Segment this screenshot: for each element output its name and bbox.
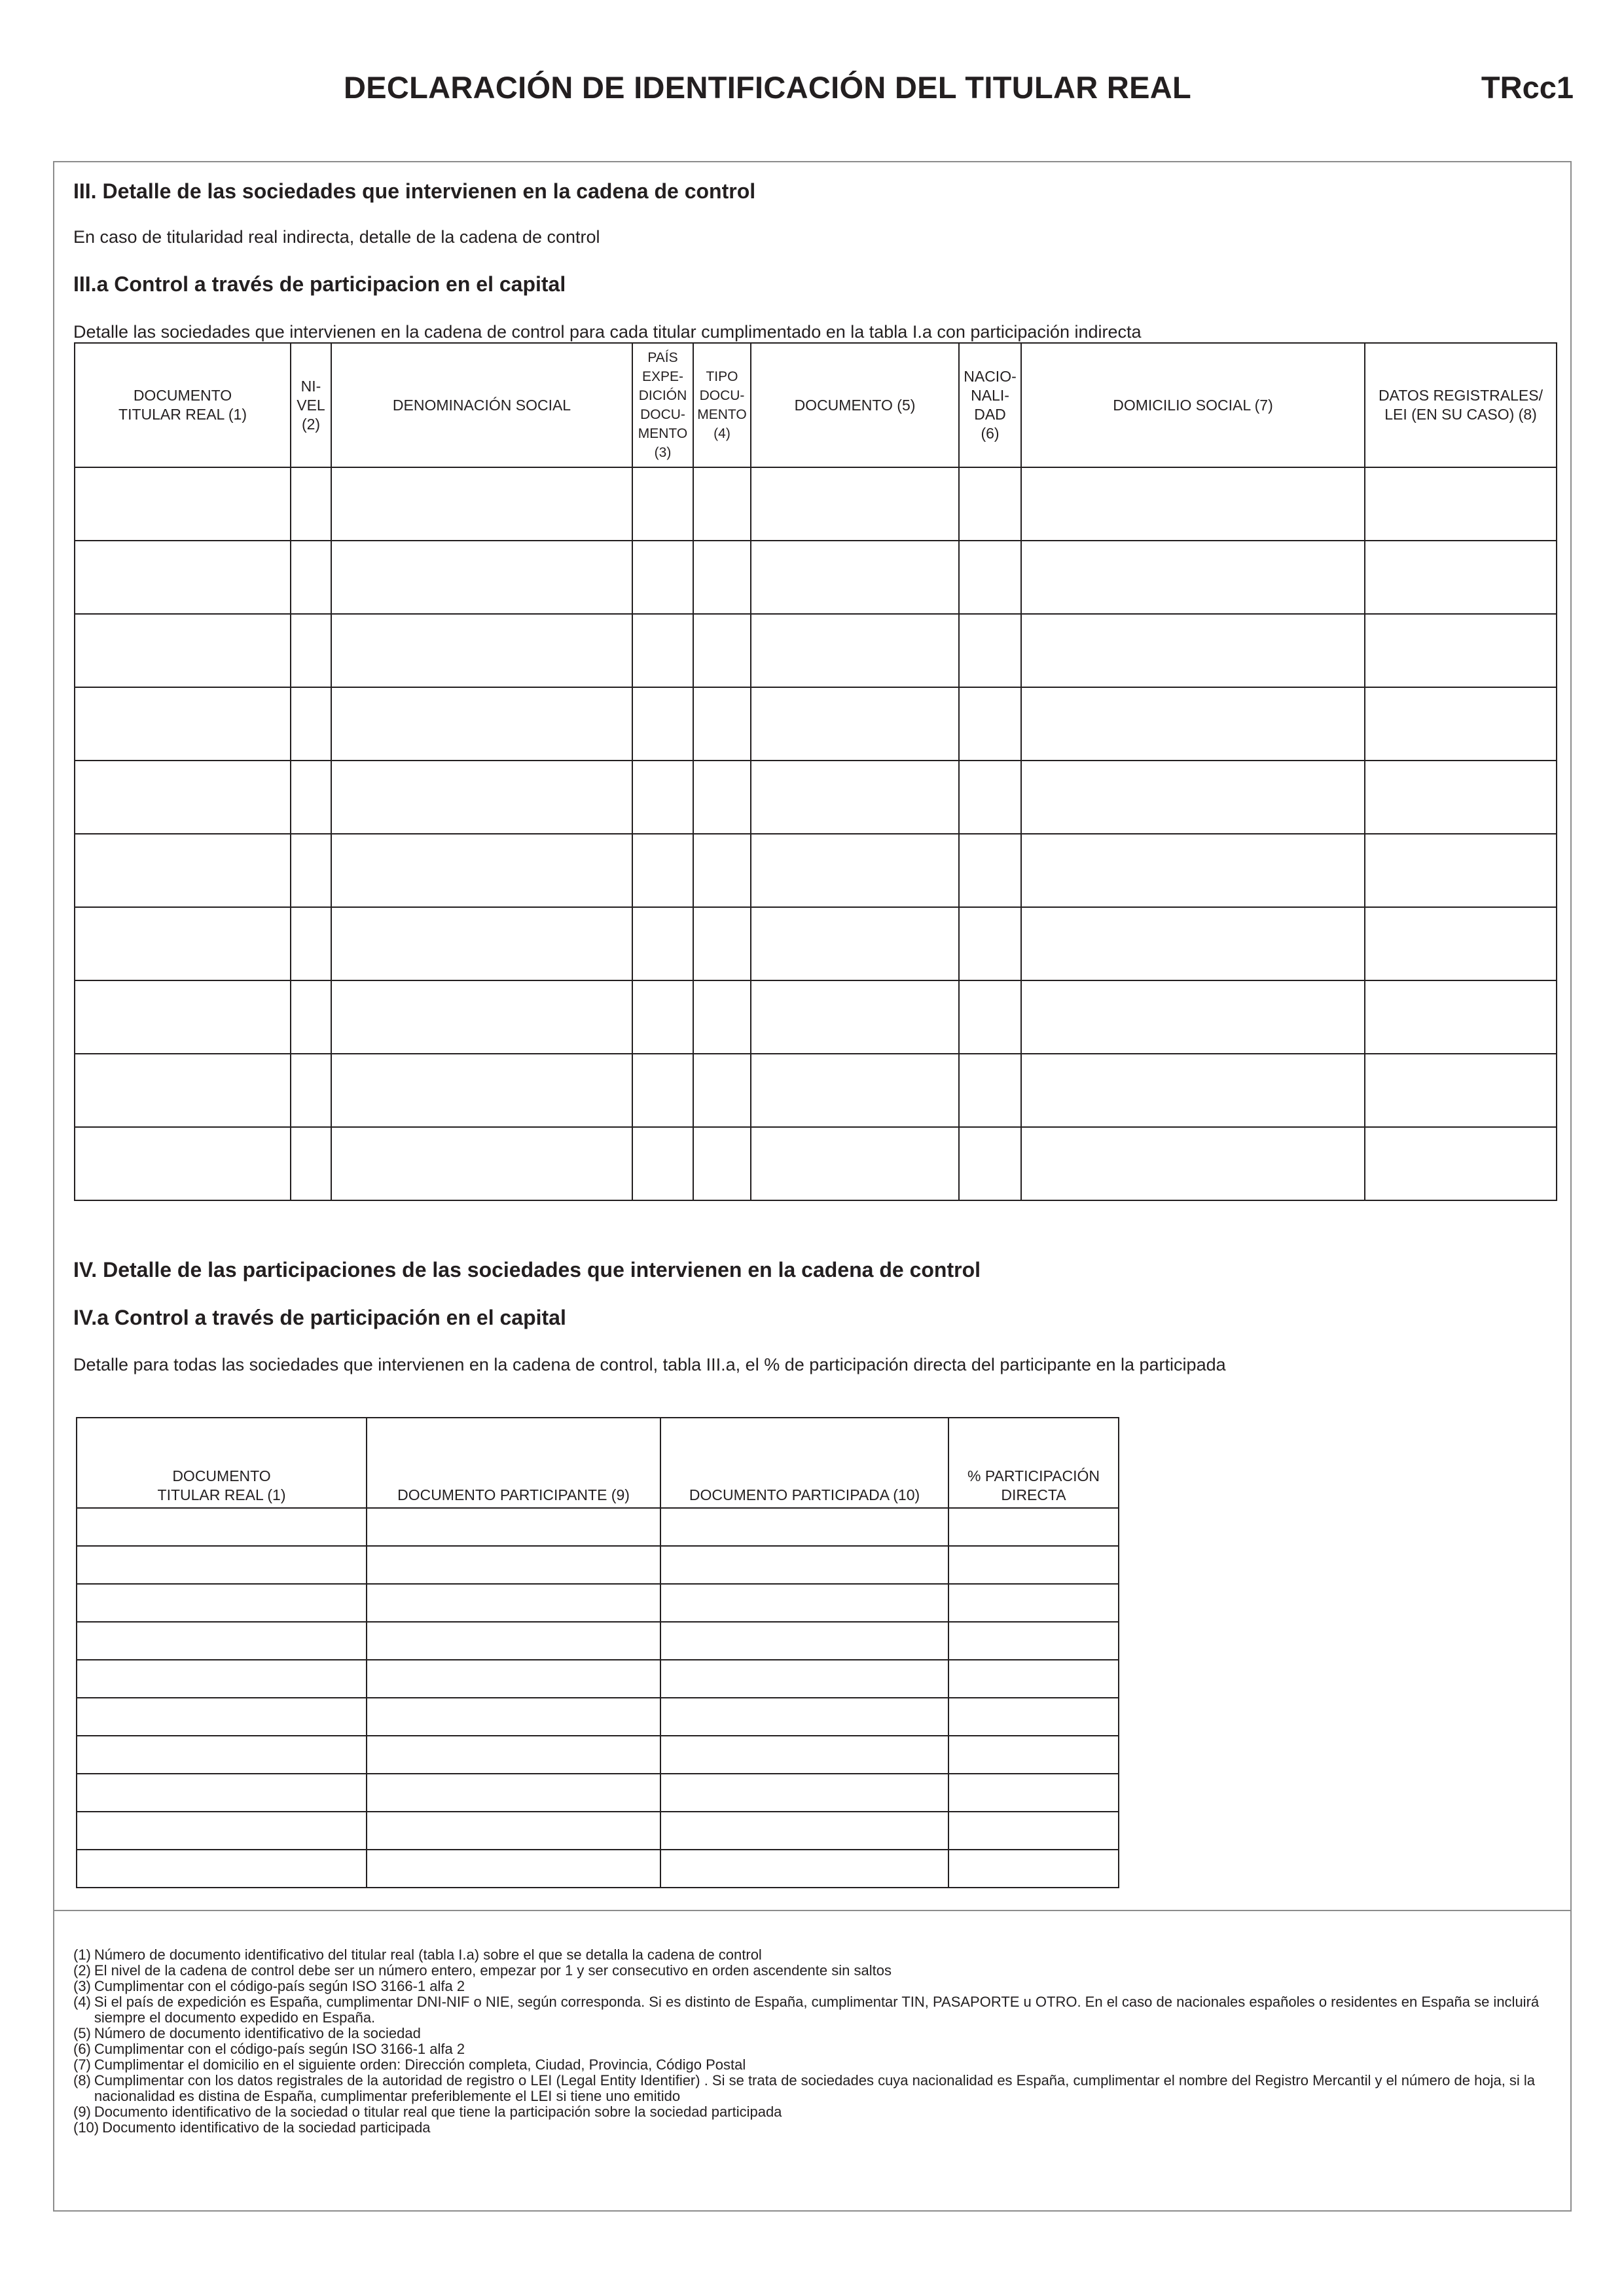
table-4a-cell[interactable]: [367, 1774, 660, 1812]
table-3a-cell[interactable]: [1021, 907, 1365, 980]
footnote-number: (4): [73, 1994, 91, 2010]
table-3a-cell[interactable]: [632, 1054, 693, 1127]
table-3a-row: [75, 907, 1557, 980]
table-3a-cell[interactable]: [693, 1127, 751, 1200]
table-3a-cell[interactable]: [632, 467, 693, 541]
table-3a-cell[interactable]: [632, 980, 693, 1054]
footnote-text: Cumplimentar con el código-país según ISO 3166-1 alfa 2: [94, 2041, 465, 2057]
table-3a-cell[interactable]: [1365, 834, 1557, 907]
footnote-text: Cumplimentar con el código-país según ISO 3166-1 alfa 2: [94, 1978, 465, 1994]
table-3a-cell[interactable]: [75, 980, 291, 1054]
table-3a-cell[interactable]: [291, 1054, 331, 1127]
table-3a-cell[interactable]: [1021, 1054, 1365, 1127]
table-3a-cell[interactable]: [959, 614, 1021, 687]
form-code: TRcc1: [1481, 70, 1574, 105]
table-4a-cell[interactable]: [948, 1812, 1119, 1850]
footnote-number: (7): [73, 2056, 91, 2073]
table-3a-cell[interactable]: [331, 541, 632, 614]
column-header-nacionalidad: NACIO- NALI- DAD (6): [959, 343, 1021, 467]
footnote-item: [73, 2104, 1559, 2120]
table-3a-cell[interactable]: [1365, 467, 1557, 541]
footnote-number: (3): [73, 1978, 91, 1994]
table-3a-row: [75, 467, 1557, 541]
table-3a-header-row: [75, 343, 1557, 467]
table-3a-cell[interactable]: [75, 761, 291, 834]
table-3a-cell[interactable]: [751, 687, 959, 761]
table-4a-row: [77, 1850, 1119, 1888]
table-3a-cell[interactable]: [632, 834, 693, 907]
section-3-heading: III. Detalle de las sociedades que intervienen en la cadena de control: [73, 179, 756, 203]
footnote-item: [73, 1994, 1559, 2026]
footnote-item: [73, 2026, 1559, 2041]
table-3a-cell[interactable]: [1365, 1127, 1557, 1200]
table-4a-row: [77, 1774, 1119, 1812]
table-4a-cell[interactable]: [77, 1546, 367, 1584]
table-4a-cell[interactable]: [367, 1812, 660, 1850]
table-4a-cell[interactable]: [948, 1850, 1119, 1888]
table-4a-cell[interactable]: [660, 1698, 948, 1736]
column-header-documento: DOCUMENTO (5): [751, 343, 959, 467]
table-3a-cell[interactable]: [1365, 1054, 1557, 1127]
table-3a-cell[interactable]: [75, 687, 291, 761]
footnote-text: Número de documento identificativo del titular real (tabla I.a) sobre el que se detalla la cadena de control: [94, 1946, 762, 1963]
table-4a-cell[interactable]: [948, 1774, 1119, 1812]
table-3a-cell[interactable]: [331, 761, 632, 834]
column-header-nivel: NI- VEL (2): [291, 343, 331, 467]
footnotes: [73, 1947, 1559, 2136]
table-4a-cell[interactable]: [948, 1546, 1119, 1584]
table-3a-cell[interactable]: [693, 687, 751, 761]
table-3a-cell[interactable]: [291, 1127, 331, 1200]
table-4a-row: [77, 1698, 1119, 1736]
footnote-text: Documento identificativo de la sociedad participada: [102, 2119, 431, 2136]
table-3a-cell[interactable]: [1365, 687, 1557, 761]
table-3a-cell[interactable]: [1021, 687, 1365, 761]
table-3a-row: [75, 687, 1557, 761]
table-4a-cell[interactable]: [367, 1584, 660, 1622]
table-3a-cell[interactable]: [331, 980, 632, 1054]
footnote-text: Si el país de expedición es España, cumplimentar DNI-NIF o NIE, según corresponda. Si es distinto de España, cumplimentar TIN, PASAPORTE u OTRO. En el caso de nacionales españoles o residentes en España se incluirá siempre el documento expedido en España.: [94, 1994, 1540, 2026]
table-4a-cell[interactable]: [367, 1622, 660, 1660]
table-3a-cell[interactable]: [959, 687, 1021, 761]
table-3a-cell[interactable]: [751, 467, 959, 541]
footnote-text: El nivel de la cadena de control debe ser un número entero, empezar por 1 y ser consecutivo en orden ascendente sin saltos: [94, 1962, 892, 1979]
table-4a-cell[interactable]: [948, 1622, 1119, 1660]
section-3a-heading: III.a Control a través de participacion en el capital: [73, 272, 566, 296]
table-3a-cell[interactable]: [75, 1054, 291, 1127]
footnote-number: (8): [73, 2072, 91, 2089]
table-3a-cell[interactable]: [1365, 761, 1557, 834]
column-header-tipo-documento: TIPO DOCU- MENTO (4): [693, 343, 751, 467]
table-4a-cell[interactable]: [77, 1660, 367, 1698]
table-4a-cell[interactable]: [367, 1736, 660, 1774]
table-3a-cell[interactable]: [693, 980, 751, 1054]
table-3a-row: [75, 761, 1557, 834]
column-header-pais-expedicion: PAÍS EXPE- DICIÓN DOCU- MENTO (3): [632, 343, 693, 467]
table-4a-cell[interactable]: [660, 1774, 948, 1812]
table-4a-row: [77, 1736, 1119, 1774]
table-3a-cell[interactable]: [291, 980, 331, 1054]
table-4a-cell[interactable]: [660, 1546, 948, 1584]
section-3-intro: En caso de titularidad real indirecta, detalle de la cadena de control: [73, 227, 600, 247]
table-3a-cell[interactable]: [1365, 614, 1557, 687]
table-3a-cell[interactable]: [632, 614, 693, 687]
table-3a-cell[interactable]: [291, 614, 331, 687]
table-4a-cell[interactable]: [77, 1622, 367, 1660]
table-3a-cell[interactable]: [751, 1127, 959, 1200]
footnote-item: [73, 1979, 1559, 1994]
column-header-datos-registrales: DATOS REGISTRALES/ LEI (EN SU CASO) (8): [1365, 343, 1557, 467]
table-3a-cell[interactable]: [751, 1054, 959, 1127]
table-4a-cell[interactable]: [367, 1660, 660, 1698]
table-3a-cell[interactable]: [632, 907, 693, 980]
table-3a-cell[interactable]: [959, 834, 1021, 907]
table-3a-cell[interactable]: [75, 541, 291, 614]
table-3a-cell[interactable]: [291, 687, 331, 761]
section-4a-intro: Detalle para todas las sociedades que intervienen en la cadena de control, tabla III.a, el % de participación directa del participante en la participada: [73, 1355, 1226, 1374]
footnote-item: [73, 2120, 1559, 2136]
table-3a-cell[interactable]: [693, 1054, 751, 1127]
table-3a-row: [75, 1054, 1557, 1127]
table-3a-caption: Detalle las sociedades que intervienen en la cadena de control para cada titular cumplimentado en la tabla I.a con participación indirecta: [73, 322, 1142, 342]
table-3a-cell[interactable]: [291, 467, 331, 541]
table-3a-cell[interactable]: [632, 541, 693, 614]
table-4a-cell[interactable]: [367, 1508, 660, 1546]
footnote-number: (9): [73, 2104, 91, 2120]
table-4a-row: [77, 1508, 1119, 1546]
table-4a-cell[interactable]: [948, 1736, 1119, 1774]
table-3a-cell[interactable]: [75, 614, 291, 687]
table-3a-cell[interactable]: [331, 907, 632, 980]
section-4-heading: IV. Detalle de las participaciones de las sociedades que intervienen en la cadena de control: [73, 1258, 981, 1282]
table-4a-cell[interactable]: [77, 1812, 367, 1850]
table-3a-cell[interactable]: [331, 687, 632, 761]
table-3a-cell[interactable]: [959, 1127, 1021, 1200]
table-3a-cell[interactable]: [959, 907, 1021, 980]
table-3a-row: [75, 1127, 1557, 1200]
table-4a-cell[interactable]: [77, 1774, 367, 1812]
table-3a-row: [75, 980, 1557, 1054]
table-4a-cell[interactable]: [660, 1584, 948, 1622]
table-4a-cell[interactable]: [660, 1812, 948, 1850]
table-3a-cell[interactable]: [1365, 907, 1557, 980]
table-3a-cell[interactable]: [751, 834, 959, 907]
table-3a-cell[interactable]: [751, 614, 959, 687]
table-3a-cell[interactable]: [1021, 761, 1365, 834]
column-header-documento-participante: DOCUMENTO PARTICIPANTE (9): [367, 1418, 660, 1508]
footnote-item: [73, 2073, 1559, 2104]
table-4a-cell[interactable]: [77, 1736, 367, 1774]
table-3a-cell[interactable]: [1021, 980, 1365, 1054]
table-3a-cell[interactable]: [75, 834, 291, 907]
section-4a-heading: IV.a Control a través de participación en el capital: [73, 1306, 566, 1329]
table-3a-cell[interactable]: [291, 907, 331, 980]
table-3a-cell[interactable]: [751, 907, 959, 980]
table-3a-row: [75, 541, 1557, 614]
column-header-documento-participada: DOCUMENTO PARTICIPADA (10): [660, 1418, 948, 1508]
table-4a-row: [77, 1584, 1119, 1622]
table-3a-cell[interactable]: [959, 761, 1021, 834]
table-3a-cell[interactable]: [693, 467, 751, 541]
table-4a-cell[interactable]: [367, 1698, 660, 1736]
table-3a-cell[interactable]: [291, 541, 331, 614]
table-3a-cell[interactable]: [1021, 541, 1365, 614]
table-3a-cell[interactable]: [1021, 467, 1365, 541]
table-4a-header-row: [77, 1418, 1119, 1508]
footnote-number: (1): [73, 1946, 91, 1963]
table-4a-cell[interactable]: [77, 1584, 367, 1622]
table-3a-cell[interactable]: [331, 1054, 632, 1127]
table-3a-cell[interactable]: [632, 1127, 693, 1200]
table-3a-cell[interactable]: [693, 614, 751, 687]
column-header-documento-titular: DOCUMENTO TITULAR REAL (1): [77, 1418, 367, 1508]
footnote-item: [73, 2057, 1559, 2073]
column-header-documento-titular: DOCUMENTO TITULAR REAL (1): [75, 343, 291, 467]
footnote-text: Documento identificativo de la sociedad o titular real que tiene la participación sobre la sociedad participada: [94, 2104, 782, 2120]
footnote-text: Número de documento identificativo de la sociedad: [94, 2025, 421, 2041]
document-title: DECLARACIÓN DE IDENTIFICACIÓN DEL TITULAR REAL: [344, 70, 1191, 105]
footnote-text: Cumplimentar el domicilio en el siguiente orden: Dirección completa, Ciudad, Provincia, Código Postal: [94, 2056, 746, 2073]
table-3a-cell[interactable]: [751, 761, 959, 834]
table-3a-control-chain: [74, 342, 1557, 1201]
column-header-denominacion-social: DENOMINACIÓN SOCIAL: [331, 343, 632, 467]
table-3a-cell[interactable]: [331, 834, 632, 907]
table-3a-row: [75, 614, 1557, 687]
table-3a-cell[interactable]: [1365, 980, 1557, 1054]
table-3a-cell[interactable]: [75, 1127, 291, 1200]
table-4a-cell[interactable]: [77, 1508, 367, 1546]
footnote-text: Cumplimentar con los datos registrales de la autoridad de registro o LEI (Legal Entity Identifier) . Si se trata de sociedades cuya nacionalidad es España, cumplimentar el nombre del Registro Mercantil y el número de hoja, si la nacionalidad es distina de España, cumplimentar preferiblemente el LEI si tiene uno emitido: [94, 2072, 1536, 2104]
table-4a-participations: [76, 1417, 1119, 1888]
footnote-number: (5): [73, 2025, 91, 2041]
table-3a-cell[interactable]: [331, 614, 632, 687]
table-3a-cell[interactable]: [1365, 541, 1557, 614]
table-4a-cell[interactable]: [660, 1660, 948, 1698]
table-4a-cell[interactable]: [77, 1850, 367, 1888]
table-3a-cell[interactable]: [959, 467, 1021, 541]
table-3a-cell[interactable]: [291, 834, 331, 907]
table-4a-cell[interactable]: [367, 1850, 660, 1888]
table-3a-cell[interactable]: [959, 980, 1021, 1054]
footnote-item: [73, 1963, 1559, 1979]
footnote-number: (2): [73, 1962, 91, 1979]
table-3a-cell[interactable]: [75, 467, 291, 541]
footnote-item: [73, 2041, 1559, 2057]
footnote-number: (10): [73, 2119, 99, 2136]
table-3a-cell[interactable]: [751, 980, 959, 1054]
table-3a-cell[interactable]: [331, 1127, 632, 1200]
footnote-number: (6): [73, 2041, 91, 2057]
table-3a-cell[interactable]: [632, 761, 693, 834]
table-4a-cell[interactable]: [948, 1660, 1119, 1698]
table-3a-cell[interactable]: [75, 907, 291, 980]
table-4a-row: [77, 1660, 1119, 1698]
table-3a-cell[interactable]: [959, 1054, 1021, 1127]
table-3a-cell[interactable]: [1021, 1127, 1365, 1200]
table-4a-cell[interactable]: [660, 1622, 948, 1660]
table-3a-cell[interactable]: [751, 541, 959, 614]
column-header-participacion-directa: % PARTICIPACIÓN DIRECTA: [948, 1418, 1119, 1508]
table-4a-row: [77, 1546, 1119, 1584]
table-3a-cell[interactable]: [693, 761, 751, 834]
table-3a-cell[interactable]: [693, 907, 751, 980]
table-4a-cell[interactable]: [660, 1850, 948, 1888]
table-4a-cell[interactable]: [948, 1698, 1119, 1736]
table-3a-cell[interactable]: [1021, 614, 1365, 687]
table-3a-row: [75, 834, 1557, 907]
table-3a-cell[interactable]: [632, 687, 693, 761]
table-4a-cell[interactable]: [77, 1698, 367, 1736]
table-4a-row: [77, 1812, 1119, 1850]
table-4a-cell[interactable]: [948, 1584, 1119, 1622]
column-header-domicilio-social: DOMICILIO SOCIAL (7): [1021, 343, 1365, 467]
table-4a-cell[interactable]: [367, 1546, 660, 1584]
table-4a-row: [77, 1622, 1119, 1660]
table-3a-cell[interactable]: [1021, 834, 1365, 907]
table-3a-cell[interactable]: [291, 761, 331, 834]
table-4a-cell[interactable]: [660, 1736, 948, 1774]
table-3a-cell[interactable]: [331, 467, 632, 541]
footnotes-divider: [53, 1910, 1572, 1911]
table-4a-cell[interactable]: [660, 1508, 948, 1546]
footnote-item: [73, 1947, 1559, 1963]
table-3a-cell[interactable]: [693, 541, 751, 614]
table-3a-cell[interactable]: [693, 834, 751, 907]
table-3a-cell[interactable]: [959, 541, 1021, 614]
table-4a-cell[interactable]: [948, 1508, 1119, 1546]
